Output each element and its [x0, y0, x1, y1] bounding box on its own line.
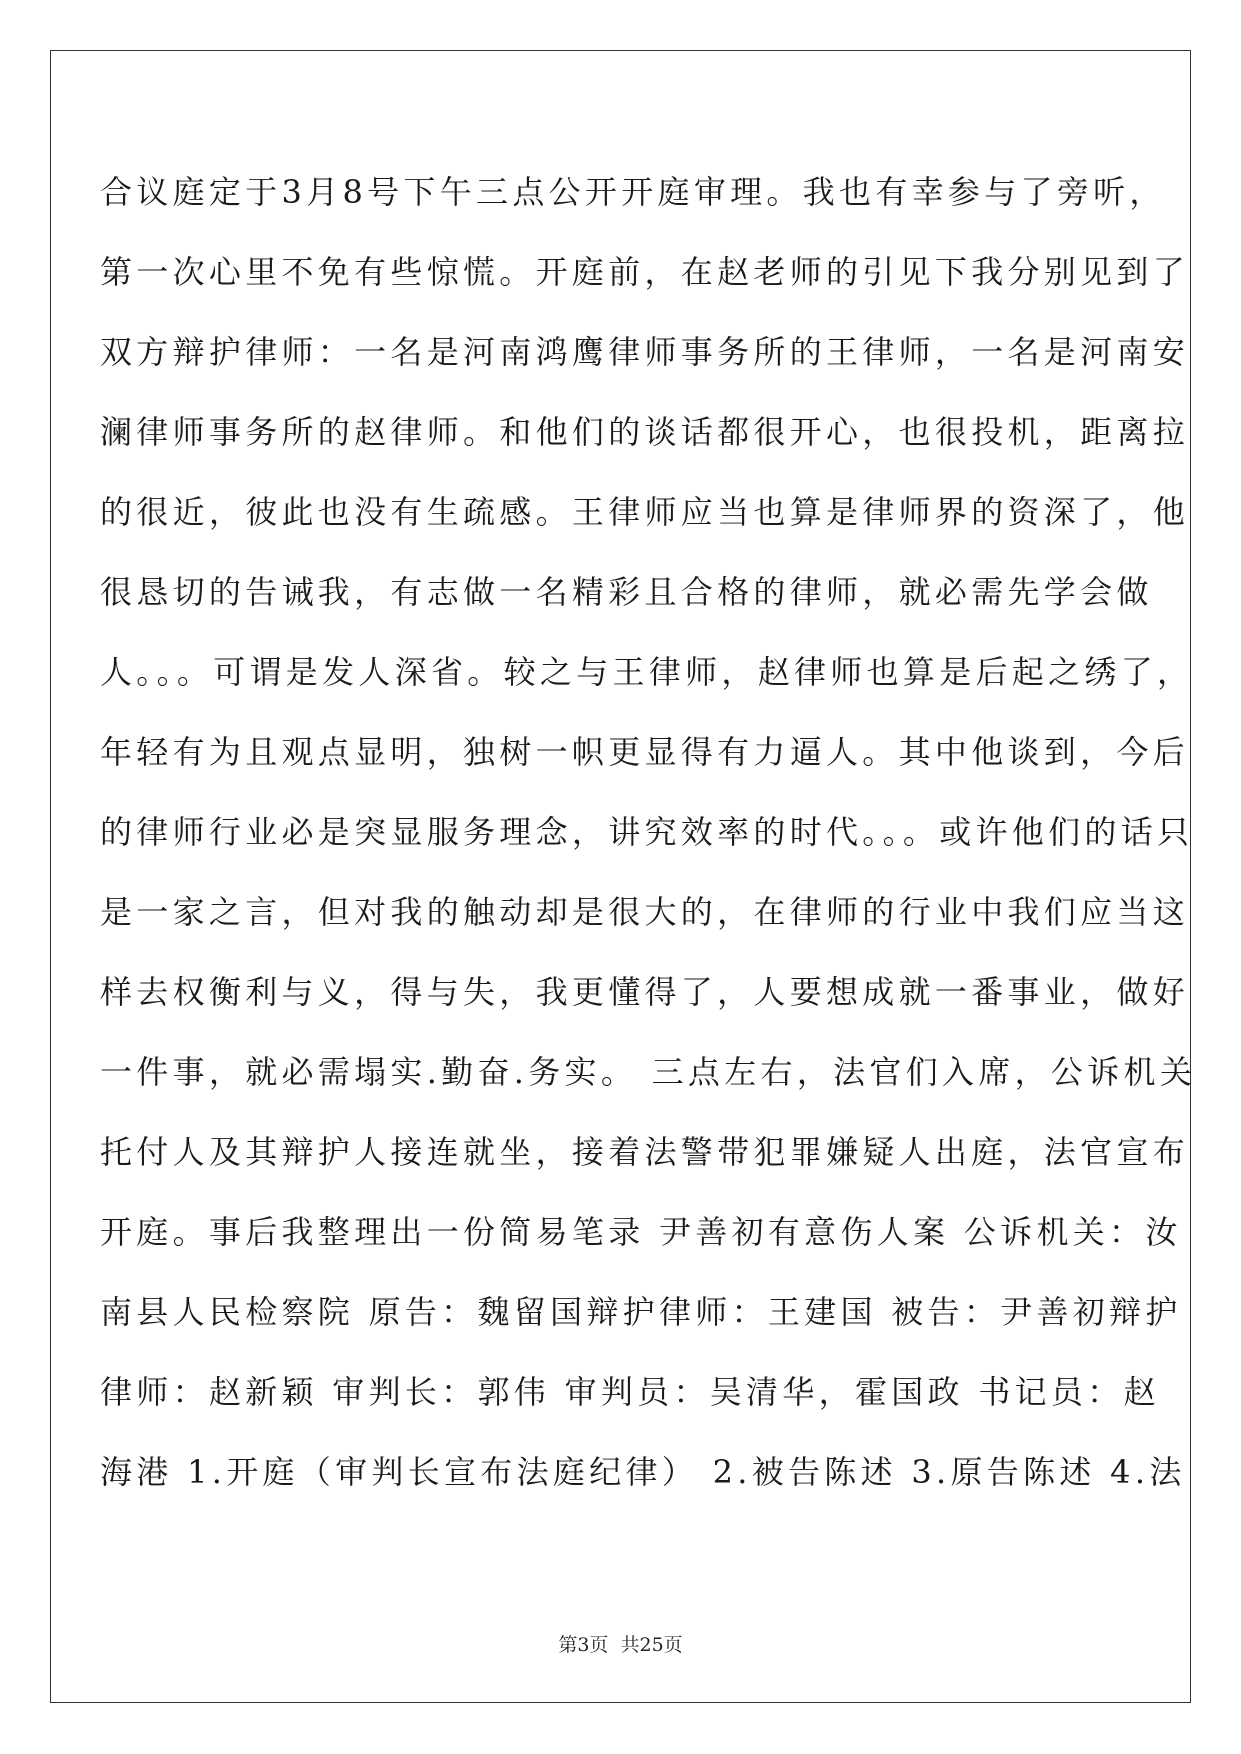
text-line: 海港 1.开庭（审判长宣布法庭纪律） 2.被告陈述 3.原告陈述 4.法 [100, 1453, 1186, 1491]
text-line: 的律师行业必是突显服务理念，讲究效率的时代。。。或许他们的话只 [100, 813, 1194, 851]
page-number: 第3页 共25页 [558, 1634, 683, 1656]
text-line: 是一家之言，但对我的触动却是很大的，在律师的行业中我们应当这 [100, 893, 1190, 931]
text-line: 一件事，就必需塌实.勤奋.务实。 三点左右，法官们入席，公诉机关 [100, 1053, 1197, 1091]
text-line: 很恳切的告诫我，有志做一名精彩且合格的律师，就必需先学会做 [100, 573, 1153, 611]
text-line: 第一次心里不免有些惊慌。开庭前，在赵老师的引见下我分别见到了 [100, 253, 1190, 291]
text-line: 的很近，彼此也没有生疏感。王律师应当也算是律师界的资深了，他 [100, 493, 1190, 531]
page-footer [0, 1630, 1241, 1657]
text-line: 托付人及其辩护人接连就坐，接着法警带犯罪嫌疑人出庭，法官宣布 [100, 1133, 1190, 1171]
text-line: 样去权衡利与义，得与失，我更懂得了，人要想成就一番事业，做好 [100, 973, 1190, 1011]
body-text [100, 160, 1197, 1520]
text-line: 双方辩护律师：一名是河南鸿鹰律师事务所的王律师，一名是河南安 [100, 333, 1190, 371]
text-line: 开庭。事后我整理出一份简易笔录 尹善初有意伤人案 公诉机关：汝 [100, 1213, 1182, 1251]
text-line: 人。。。可谓是发人深省。较之与王律师，赵律师也算是后起之绣了， [100, 653, 1194, 691]
text-line: 律师：赵新颖 审判长：郭伟 审判员：吴清华，霍国政 书记员：赵 [100, 1373, 1160, 1411]
text-line: 南县人民检察院 原告：魏留国辩护律师：王建国 被告：尹善初辩护 [100, 1293, 1182, 1331]
text-line: 年轻有为且观点显明，独树一帜更显得有力逼人。其中他谈到，今后 [100, 733, 1190, 771]
text-line: 合议庭定于3月8号下午三点公开开庭审理。我也有幸参与了旁听， [100, 173, 1166, 211]
text-line: 澜律师事务所的赵律师。和他们的谈话都很开心，也很投机，距离拉 [100, 413, 1190, 451]
